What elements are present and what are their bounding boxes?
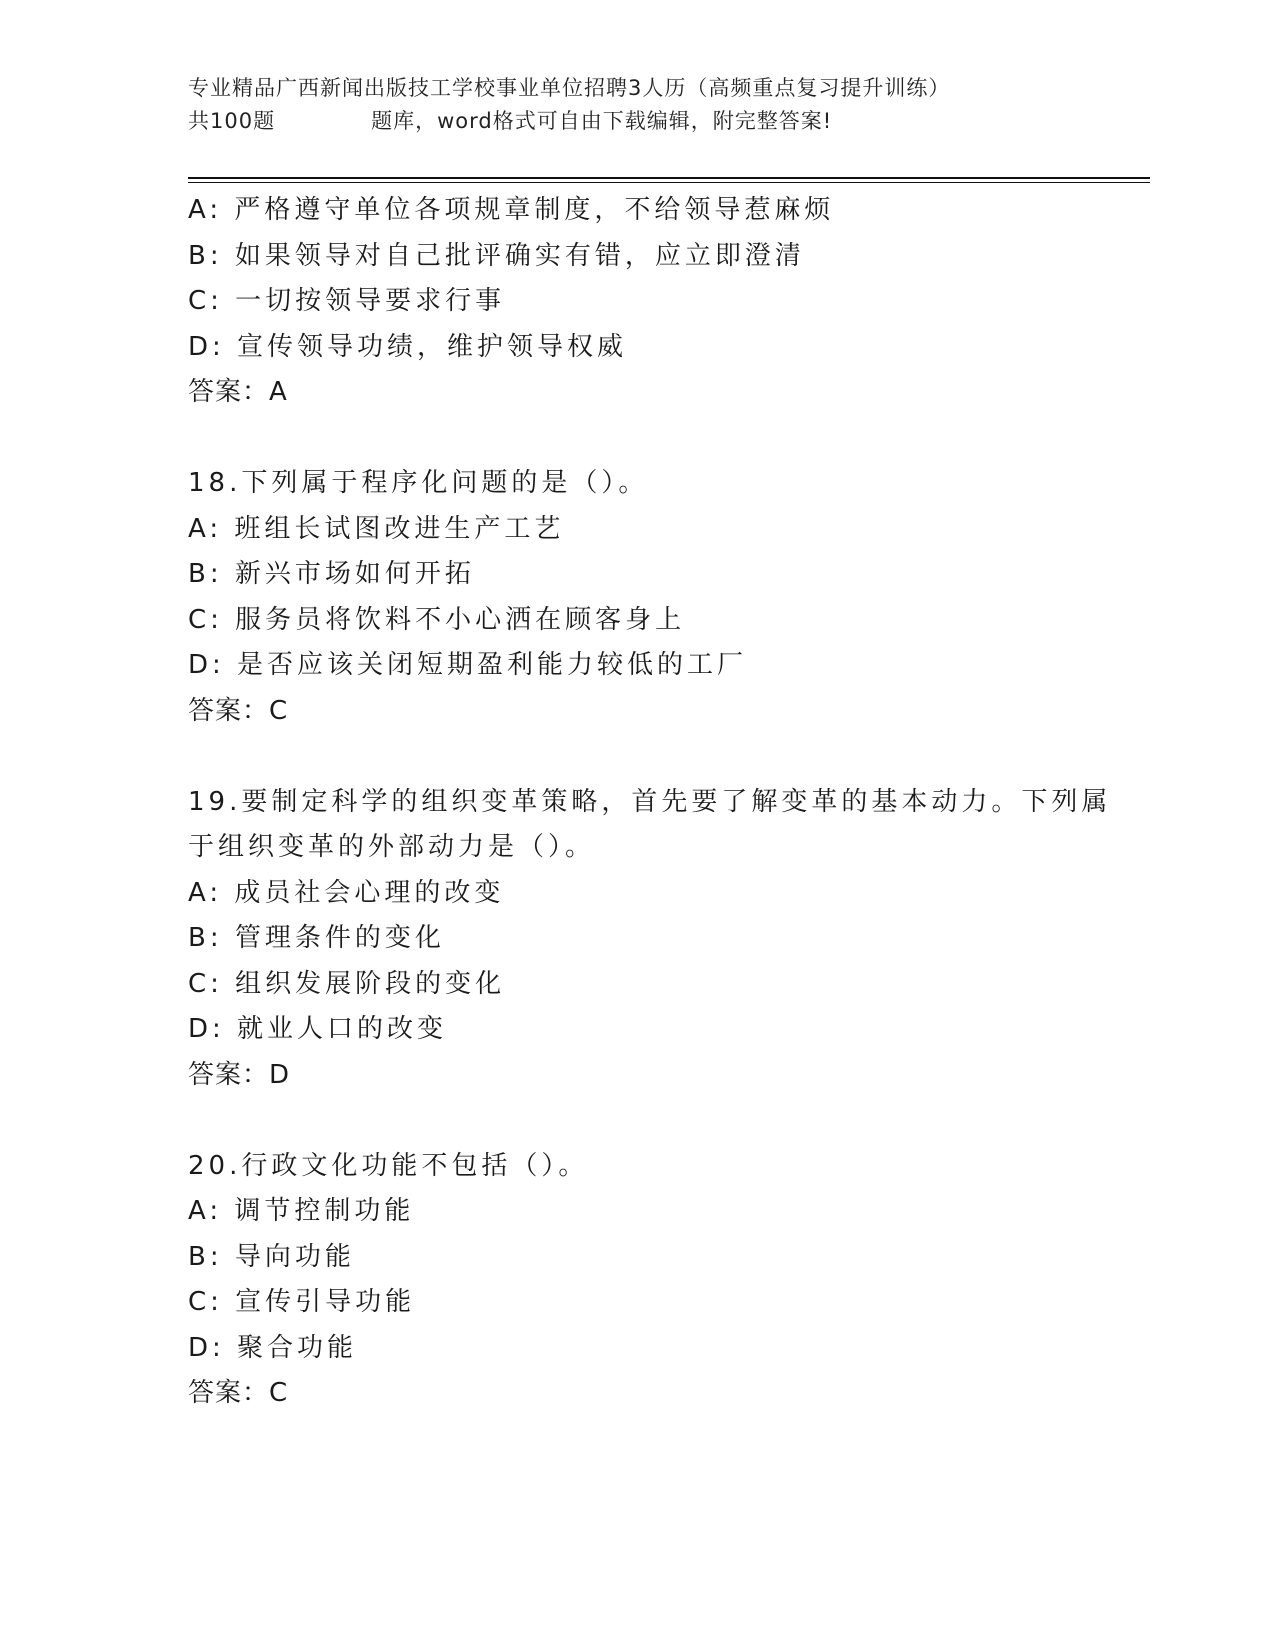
option-a: A: 调节控制功能: [188, 1196, 415, 1226]
answer: 答案：A: [188, 377, 288, 407]
header-rule-thick: [188, 177, 1150, 179]
header-description: 题库，word格式可自由下载编辑，附完整答案!: [371, 109, 833, 133]
page-header: [188, 72, 1088, 138]
answer: 答案：D: [188, 1059, 291, 1090]
option-a: A: 严格遵守单位各项规章制度，不给领导惹麻烦: [188, 195, 835, 225]
option-a: A: 班组长试图改进生产工艺: [188, 513, 565, 544]
question-17-continued: [188, 188, 1108, 416]
question-stem: 20.行政文化功能不包括（）。: [188, 1150, 589, 1181]
header-title: 专业精品广西新闻出版技工学校事业单位招聘3人历（高频重点复习提升训练）: [188, 76, 951, 100]
option-d: D: 聚合功能: [188, 1332, 358, 1363]
header-subtitle: [188, 105, 1088, 138]
option-a: A: 成员社会心理的改变: [188, 877, 505, 908]
option-c: C: 服务员将饮料不小心洒在顾客身上: [188, 604, 686, 635]
answer: 答案：C: [188, 1378, 289, 1408]
option-b: B: 如果领导对自己批评确实有错，应立即澄清: [188, 240, 805, 271]
option-b: B: 导向功能: [188, 1241, 355, 1272]
answer: 答案：C: [188, 695, 289, 726]
option-c: C: 宣传引导功能: [188, 1287, 416, 1317]
header-rule-thin: [188, 182, 1150, 183]
option-d: D: 就业人口的改变: [188, 1014, 448, 1044]
question-19: [188, 780, 1112, 1099]
header-count: 共100题: [188, 109, 276, 133]
option-d: D: 是否应该关闭短期盈利能力较低的工厂: [188, 650, 748, 680]
question-stem-line-2: 于组织变革的外部动力是（）。: [188, 832, 596, 862]
question-stem: 18.下列属于程序化问题的是（）。: [188, 468, 649, 498]
question-20: [188, 1144, 1108, 1417]
option-c: C: 一切按领导要求行事: [188, 286, 506, 316]
option-b: B: 管理条件的变化: [188, 923, 445, 953]
question-18: [188, 461, 1108, 734]
question-list: [188, 188, 1112, 1417]
question-stem-line-1: 19.要制定科学的组织变革策略，首先要了解变革的基本动力。下列属: [188, 786, 1112, 817]
option-c: C: 组织发展阶段的变化: [188, 968, 506, 999]
option-b: B: 新兴市场如何开拓: [188, 559, 475, 589]
option-d: D: 宣传领导功绩，维护领导权威: [188, 331, 628, 362]
